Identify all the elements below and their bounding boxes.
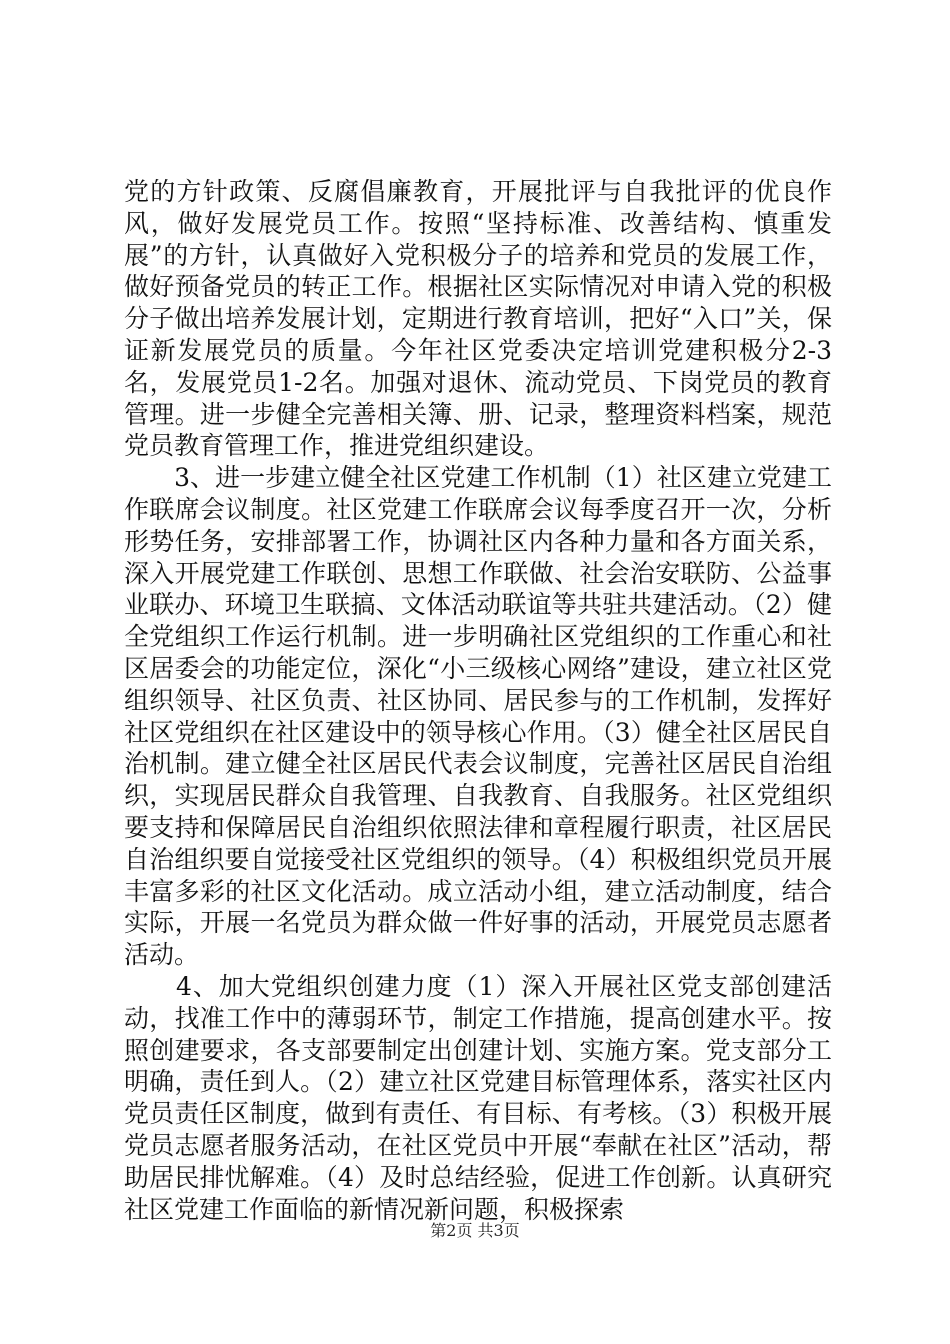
paragraph-2: 3、进一步建立健全社区党建工作机制（1）社区建立党建工作联席会议制度。社区党建工作联席会议每季度召开一次，分析形势任务，安排部署工作，协调社区内各种力量和各方面关系，深入开展党建工作联创、思想工作联做、社会治安联防、公益事业联办、环境卫生联搞、文体活动联谊等共驻共建活动。（2）健全党组织工作运行机制。进一步明确社区党组织的工作重心和社区居委会的功能定位，深化“小三级核心网络”建设，建立社区党组织领导、社区负责、社区协同、居民参与的工作机制，发挥好社区党组织在社区建设中的领导核心作用。（3）健全社区居民自治机制。建立健全社区居民代表会议制度，完善社区居民自治组织，实现居民群众自我管理、自我教育、自我服务。社区党组织要支持和保障居民自治组织依照法律和章程履行职责，社区居民自治组织要自觉接受社区党组织的领导。（4）积极组织党员开展丰富多彩的社区文化活动。成立活动小组，建立活动制度，结合实际，开展一名党员为群众做一件好事的活动，开展党员志愿者活动。 [124, 463, 832, 970]
document-body [124, 176, 832, 1225]
paragraph-1: 党的方针政策、反腐倡廉教育，开展批评与自我批评的优良作风，做好发展党员工作。按照“坚持标准、改善结构、慎重发展”的方针，认真做好入党积极分子的培养和党员的发展工作，做好预备党员的转正工作。根据社区实际情况对申请入党的积极分子做出培养发展计划，定期进行教育培训，把好“入口”关，保证新发展党员的质量。今年社区党委决定培训党建积极分2-3名，发展党员1-2名。加强对退休、流动党员、下岗党员的教育管理。进一步健全完善相关簿、册、记录，整理资料档案，规范党员教育管理工作，推进党组织建设。 [124, 177, 832, 461]
paragraph-3: 4、加大党组织创建力度（1）深入开展社区党支部创建活动，找准工作中的薄弱环节，制定工作措施，提高创建水平。按照创建要求，各支部要制定出创建计划、实施方案。党支部分工明确，责任到人。（2）建立社区党建目标管理体系，落实社区内党员责任区制度，做到有责任、有目标、有考核。（3）积极开展党员志愿者服务活动，在社区党员中开展“奉献在社区”活动，帮助居民排忧解难。（4）及时总结经验，促进工作创新。认真研究社区党建工作面临的新情况新问题，积极探索 [124, 971, 832, 1224]
page-number-footer: 第2页 共3页 [430, 1221, 520, 1240]
